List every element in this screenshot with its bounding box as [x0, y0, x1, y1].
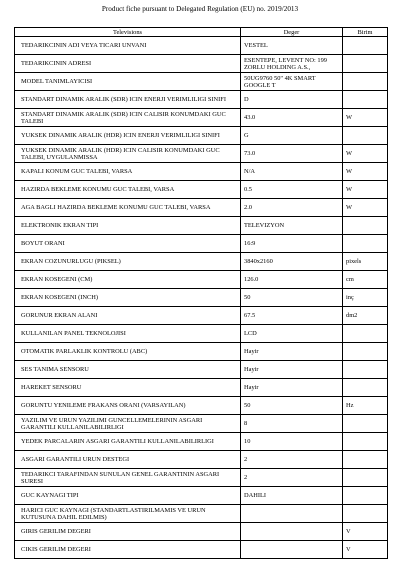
table-row	[15, 397, 388, 415]
row-value	[241, 523, 343, 541]
row-value: 73.0	[241, 145, 343, 163]
row-label: CIKIS GERILIM DEGERI	[15, 541, 241, 559]
row-label: EKRAN KOSEGENI (CM)	[15, 271, 241, 289]
row-label: HARICI GUC KAYNAGI (STANDARTLASTIRILMAMIS VE URUN KUTUSUNA DAHIL EDILMIS)	[15, 505, 241, 523]
row-value: Hayir	[241, 343, 343, 361]
row-label: STANDART DINAMIK ARALIK (SDR) ICIN CALISIR KONUMDAKI GUC TALEBI	[15, 109, 241, 127]
row-label: KULLANILAN PANEL TEKNOLOJISI	[15, 325, 241, 343]
table-row	[15, 505, 388, 523]
document-heading: Product fiche pursuant to Delegated Regulation (EU) no. 2019/2013	[101, 5, 299, 13]
column-header-televisions: Televisions	[15, 28, 241, 37]
row-value: Hayir	[241, 379, 343, 397]
row-unit	[343, 451, 388, 469]
table-row	[15, 181, 388, 199]
table-row	[15, 109, 388, 127]
row-value	[241, 505, 343, 523]
row-value: Hayir	[241, 361, 343, 379]
row-label: GUC KAYNAGI TIPI	[15, 487, 241, 505]
row-value: LCD	[241, 325, 343, 343]
row-unit	[343, 73, 388, 91]
row-label: TEDARIKCI TARAFINDAN SUNULAN GENEL GARANTININ ASGARI SURESI	[15, 469, 241, 487]
table-header-row	[15, 28, 388, 37]
row-unit: dm2	[343, 307, 388, 325]
row-label: EKRAN KOSEGENI (INCH)	[15, 289, 241, 307]
row-unit	[343, 343, 388, 361]
row-unit: cm	[343, 271, 388, 289]
row-unit: V	[343, 541, 388, 559]
row-unit	[343, 469, 388, 487]
row-label: KAPALI KONUM GUC TALEBI, VARSA	[15, 163, 241, 181]
table-row	[15, 325, 388, 343]
row-unit	[343, 433, 388, 451]
row-unit	[343, 55, 388, 73]
table-row	[15, 127, 388, 145]
table-row	[15, 487, 388, 505]
table-row	[15, 343, 388, 361]
table-row	[15, 235, 388, 253]
row-label: HAREKET SENSORU	[15, 379, 241, 397]
row-value: 43.0	[241, 109, 343, 127]
table-row	[15, 289, 388, 307]
table-row	[15, 379, 388, 397]
row-label: YAZILIM VE URUN YAZILIMI GUNCELLEMELERININ ASGARI GARANTILI KULLANILABILIRLIGI	[15, 415, 241, 433]
row-label: YEDEK PARCALARIN ASGARI GARANTILI KULLANILABILIRLIGI	[15, 433, 241, 451]
row-value: 50	[241, 397, 343, 415]
row-label: AGA BAGLI HAZIRDA BEKLEME KONUMU GUC TALEBI, VARSA	[15, 199, 241, 217]
table-row	[15, 415, 388, 433]
table-row	[15, 361, 388, 379]
row-value: 67.5	[241, 307, 343, 325]
table-row	[15, 541, 388, 559]
row-unit	[343, 487, 388, 505]
table-row	[15, 469, 388, 487]
row-label: STANDART DINAMIK ARALIK (SDR) ICIN ENERJI VERIMLILIGI SINIFI	[15, 91, 241, 109]
row-unit	[343, 379, 388, 397]
table-row	[15, 55, 388, 73]
row-value: 16:9	[241, 235, 343, 253]
row-label: SES TANIMA SENSORU	[15, 361, 241, 379]
row-label: HAZIRDA BEKLEME KONUMU GUC TALEBI, VARSA	[15, 181, 241, 199]
row-value: VESTEL	[241, 37, 343, 55]
row-unit	[343, 505, 388, 523]
row-unit	[343, 127, 388, 145]
table-row	[15, 271, 388, 289]
table-row	[15, 307, 388, 325]
row-value: 50	[241, 289, 343, 307]
column-header-value: Deger	[241, 28, 343, 37]
row-label: EKRAN COZUNURLUGU (PIKSEL)	[15, 253, 241, 271]
row-value: 2	[241, 469, 343, 487]
row-unit: W	[343, 181, 388, 199]
row-value: ESENTEPE, LEVENT NO: 199 ZORLU HOLDING A.S.,	[241, 55, 343, 73]
row-label: OTOMATIK PARLAKLIK KONTROLU (ABC)	[15, 343, 241, 361]
table-row	[15, 433, 388, 451]
row-unit	[343, 415, 388, 433]
table-row	[15, 199, 388, 217]
row-label: GORUNTU YENILEME FRAKANS ORANI (VARSAYILAN)	[15, 397, 241, 415]
row-value: 126.0	[241, 271, 343, 289]
row-unit: Hz	[343, 397, 388, 415]
row-label: TEDARIKCININ ADI VEYA TICARI UNVANI	[15, 37, 241, 55]
row-value: 50UG9760 50" 4K SMART GOOGLE T	[241, 73, 343, 91]
row-label: BOYUT ORANI	[15, 235, 241, 253]
row-unit	[343, 235, 388, 253]
table-row	[15, 163, 388, 181]
row-value: 10	[241, 433, 343, 451]
table-row	[15, 451, 388, 469]
row-label: MODEL TANIMLAYICISI	[15, 73, 241, 91]
row-value: 3840x2160	[241, 253, 343, 271]
table-row	[15, 253, 388, 271]
row-label: GORUNUR EKRAN ALANI	[15, 307, 241, 325]
row-value: 8	[241, 415, 343, 433]
row-value: 2.0	[241, 199, 343, 217]
row-unit	[343, 361, 388, 379]
table-row	[15, 145, 388, 163]
row-value: G	[241, 127, 343, 145]
row-label: GIRIS GERILIM DEGERI	[15, 523, 241, 541]
row-label: YUKSEK DINAMIK ARALIK (HDR) ICIN CALISIR KONUMDAKI GUC TALEBI, UYGULANMISSA	[15, 145, 241, 163]
row-value	[241, 541, 343, 559]
table-row	[15, 73, 388, 91]
row-label: ELEKTRONIK EKRAN TIPI	[15, 217, 241, 235]
row-value: D	[241, 91, 343, 109]
row-unit: W	[343, 145, 388, 163]
row-label: TEDARIKCININ ADRESI	[15, 55, 241, 73]
product-fiche-table	[14, 27, 388, 559]
row-unit	[343, 325, 388, 343]
table-row	[15, 37, 388, 55]
row-label: YUKSEK DINAMIK ARALIK (HDR) ICIN ENERJI VERIMLILIGI SINIFI	[15, 127, 241, 145]
row-unit: W	[343, 199, 388, 217]
table-row	[15, 217, 388, 235]
row-unit	[343, 217, 388, 235]
row-unit	[343, 37, 388, 55]
table-row	[15, 91, 388, 109]
row-unit: W	[343, 163, 388, 181]
row-value: 0.5	[241, 181, 343, 199]
row-label: ASGARI GARANTILI URUN DESTEGI	[15, 451, 241, 469]
table-row	[15, 523, 388, 541]
row-value: N/A	[241, 163, 343, 181]
column-header-unit: Birim	[343, 28, 388, 37]
row-value: TELEVIZYON	[241, 217, 343, 235]
row-unit: W	[343, 109, 388, 127]
row-value: DAHILI	[241, 487, 343, 505]
table-body	[15, 37, 388, 559]
row-value: 2	[241, 451, 343, 469]
row-unit: pixels	[343, 253, 388, 271]
row-unit: V	[343, 523, 388, 541]
row-unit	[343, 91, 388, 109]
row-unit: inç	[343, 289, 388, 307]
